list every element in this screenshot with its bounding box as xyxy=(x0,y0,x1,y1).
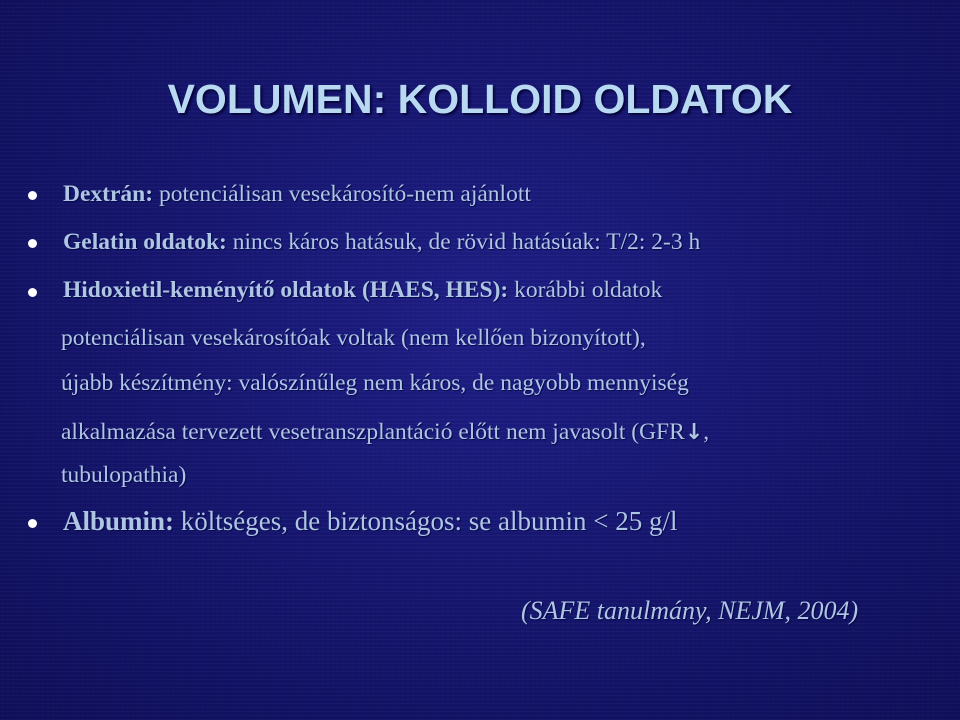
item-label: Albumin: xyxy=(63,506,175,536)
item-text: alkalmazása tervezett vesetranszplantáció előtt nem javasolt (GFR xyxy=(61,419,685,445)
list-item-hes-line5: tubulopathia) xyxy=(61,462,187,488)
list-item-hes-line3: újabb készítmény: valószínűleg nem káros, de nagyobb mennyiség xyxy=(61,370,689,396)
item-text: nincs káros hatásuk, de rövid hatásúak: T/2: 2-3 h xyxy=(226,229,701,255)
list-item-hes-line4 xyxy=(61,419,709,446)
down-arrow-icon: ↓ xyxy=(684,420,704,445)
item-text: potenciálisan vesekárosító-nem ajánlott xyxy=(153,181,531,207)
list-item-albumin xyxy=(63,506,677,537)
bullet-dot xyxy=(28,239,37,248)
slide-title: VOLUMEN: KOLLOID OLDATOK xyxy=(167,76,793,122)
item-label: Dextrán: xyxy=(63,181,154,207)
citation: (SAFE tanulmány, NEJM, 2004) xyxy=(521,596,859,625)
list-item-hes xyxy=(63,277,662,304)
list-item-hes-line2: potenciálisan vesekárosítóak voltak (nem kellően bizonyított), xyxy=(61,325,646,351)
bullet-dot xyxy=(28,191,37,200)
item-label: Hidoxietil-keményítő oldatok (HAES, HES): xyxy=(63,277,509,303)
bullet-dot xyxy=(28,288,37,297)
list-item-gelatin xyxy=(63,229,700,256)
list-item-dextran xyxy=(63,181,531,208)
item-label: Gelatin oldatok: xyxy=(63,229,227,255)
bullet-dot xyxy=(28,519,37,528)
item-text: korábbi oldatok xyxy=(508,277,663,303)
item-text: , xyxy=(703,419,710,445)
item-text: költséges, de biztonságos: se albumin < 25 g/l xyxy=(174,506,678,536)
